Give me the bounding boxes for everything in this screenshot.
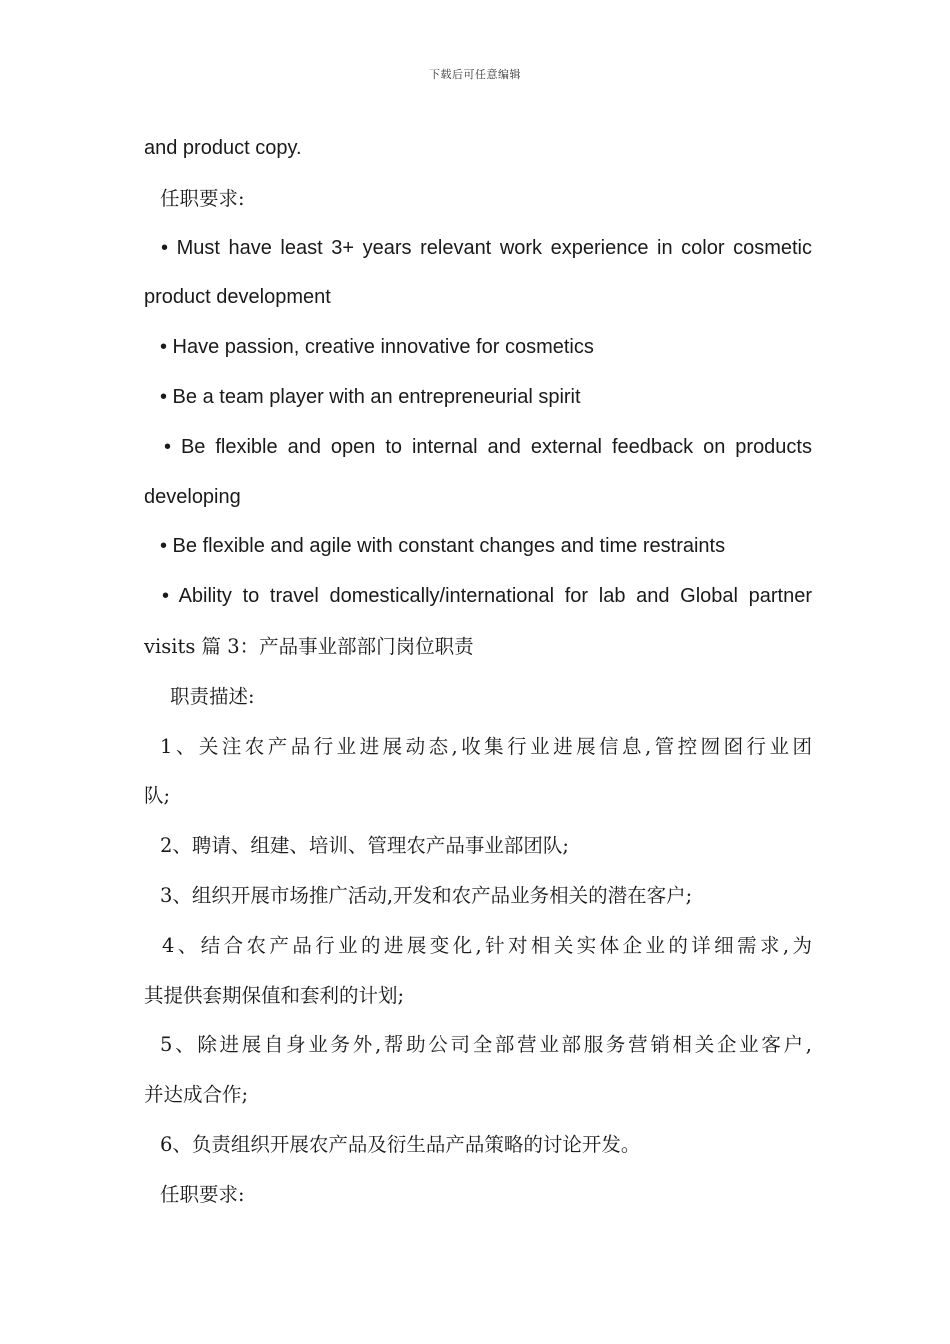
bullet-item: • Be flexible and open to internal and external feedback on products bbox=[164, 435, 812, 458]
list-item: 2、聘请、组建、培训、管理农产品事业部团队; bbox=[160, 834, 569, 858]
list-item: 4、结合农产品行业的进展变化,针对相关实体企业的详细需求,为 bbox=[162, 933, 812, 957]
section-heading-requirements: 任职要求: bbox=[160, 186, 245, 210]
text-line: product development bbox=[144, 286, 331, 309]
text-line: 并达成合作; bbox=[144, 1083, 249, 1107]
section-heading-requirements: 任职要求: bbox=[160, 1182, 245, 1206]
bullet-item: • Have passion, creative innovative for cosmetics bbox=[160, 336, 594, 359]
page-header: 下载后可任意编辑 bbox=[429, 68, 521, 81]
text-line: and product copy. bbox=[144, 137, 302, 159]
list-item: 5、除进展自身业务外,帮助公司全部营业部服务营销相关企业客户, bbox=[160, 1033, 812, 1057]
section-heading-duties: 职责描述: bbox=[170, 684, 255, 708]
section-title-line: visits 篇 3：产品事业部部门岗位职责 bbox=[144, 634, 474, 658]
bullet-item: • Be a team player with an entrepreneurial spirit bbox=[160, 385, 581, 408]
bullet-item: • Ability to travel domestically/international for lab and Global partner bbox=[162, 585, 812, 608]
bullet-item: • Must have least 3+ years relevant work experience in color cosmetic bbox=[161, 236, 812, 259]
list-item: 3、组织开展市场推广活动,开发和农产品业务相关的潜在客户; bbox=[160, 883, 693, 907]
bullet-item: • Be flexible and agile with constant changes and time restraints bbox=[160, 535, 726, 558]
text-line: 队; bbox=[144, 784, 171, 808]
document-body bbox=[144, 124, 812, 1220]
text-line: 其提供套期保值和套利的计划; bbox=[144, 983, 405, 1007]
text-line: developing bbox=[144, 485, 241, 508]
list-item: 6、负责组织开展农产品及衍生品产品策略的讨论开发。 bbox=[160, 1132, 641, 1156]
list-item: 1、关注农产品行业进展动态,收集行业进展信息,管控囫囵行业团 bbox=[160, 734, 812, 758]
